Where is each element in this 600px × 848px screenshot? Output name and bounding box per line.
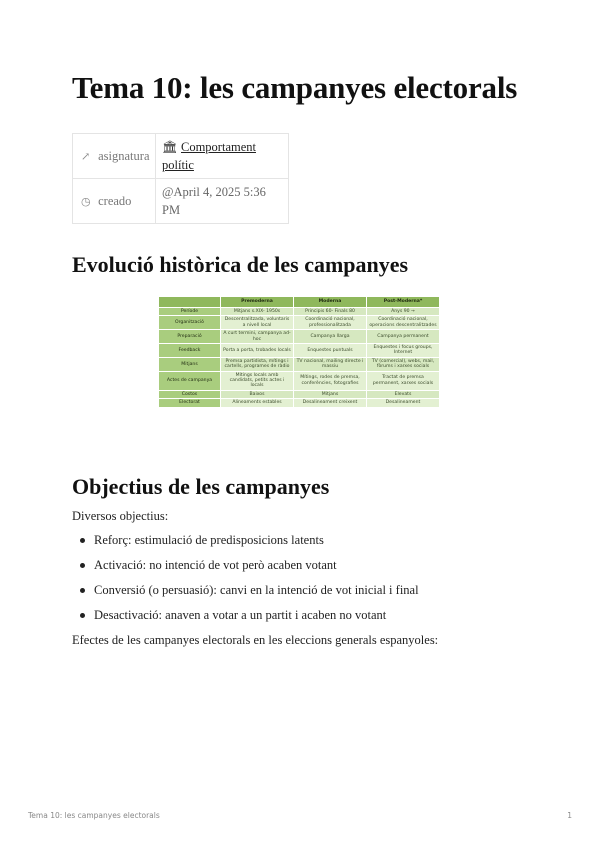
table-cell: Mitjans [294, 390, 367, 398]
list-item [72, 582, 419, 607]
table-cell: Desalineament [367, 399, 440, 407]
row-label-cell: Feedback [159, 344, 221, 358]
table-cell: Mítings locals amb candidats, petits actes i locals [221, 371, 294, 390]
table-row [159, 316, 440, 330]
bullet-icon [80, 538, 85, 543]
table-cell: Porta a porta, trobades locals [221, 344, 294, 358]
section-heading-objectius: Objectius de les campanyes [72, 474, 330, 499]
table-row [159, 371, 440, 390]
table-cell: Descentralitzada, voluntaris a nivell local [221, 316, 294, 330]
table-cell: Alineaments estables [221, 399, 294, 407]
page-title: Tema 10: les campanyes electorals [72, 70, 518, 105]
page-number: 1 [567, 811, 572, 820]
table-row [159, 390, 440, 398]
property-row-asignatura [73, 134, 289, 179]
table-cell: Baixos [221, 390, 294, 398]
list-item [72, 557, 419, 582]
table-cell: Tractat de premsa permanent, xarxes socials [367, 371, 440, 390]
row-label-cell: Organització [159, 316, 221, 330]
property-key-label: asignatura [98, 148, 150, 163]
table-cell: Coordinació nacional, professionalitzada [294, 316, 367, 330]
table-header-cell: Moderna [294, 297, 367, 308]
bullet-icon [80, 563, 85, 568]
property-key [73, 179, 156, 224]
list-item-text: Reforç: estimulació de predisposicions latents [94, 533, 324, 547]
list-item-text: Desactivació: anaven a votar a un partit i acaben no votant [94, 608, 387, 622]
table-cell: Elevats [367, 390, 440, 398]
property-row-creado [73, 179, 289, 224]
table-header-cell: Post-Moderna* [367, 297, 440, 308]
table-cell: Mitjans s.XIX- 1950s [221, 308, 294, 316]
row-label-cell: Mitjans [159, 357, 221, 371]
table-cell: Coordinació nacional, operacions descentralitzades [367, 316, 440, 330]
row-label-cell: Preparació [159, 330, 221, 344]
section-heading-evolucio: Evolució històrica de les campanyes [72, 252, 409, 277]
table-cell: Campanya llarga [294, 330, 367, 344]
properties-table [72, 133, 289, 224]
effects-paragraph: Efectes de les campanyes electorals en les eleccions generals espanyoles: [72, 633, 439, 647]
table-row [159, 357, 440, 371]
created-date: @April 4, 2025 5:36 PM [156, 179, 289, 224]
footer-title: Tema 10: les campanyes electorals [28, 811, 160, 820]
row-label-cell: Actes de campanya [159, 371, 221, 390]
clock-icon: ◷ [81, 195, 91, 208]
objectives-intro: Diversos objectius: [72, 509, 169, 523]
table-cell: Mítings, rodes de premsa, conferències, fotografies [294, 371, 367, 390]
subject-link[interactable]: Comportament polític [162, 140, 256, 172]
table-cell: Premsa partidista, mítings i cartells, programes de ràdio [221, 357, 294, 371]
table-header-cell: Premoderna [221, 297, 294, 308]
row-label-cell: Costos [159, 390, 221, 398]
table-cell: Campanya permanent [367, 330, 440, 344]
bullet-icon [80, 588, 85, 593]
table-cell: Principis 60- Finals 80 [294, 308, 367, 316]
table-cell: Anys 90 → [367, 308, 440, 316]
list-item [72, 532, 419, 557]
bullet-icon [80, 613, 85, 618]
table-row [159, 344, 440, 358]
objectives-list [72, 532, 419, 632]
table-row [159, 330, 440, 344]
campaign-evolution-table [158, 296, 440, 408]
table-header-cell [159, 297, 221, 308]
list-item-text: Conversió (o persuasió): canvi en la intenció de vot inicial i final [94, 583, 419, 597]
row-label-cell: Període [159, 308, 221, 316]
table-row [159, 308, 440, 316]
table-cell: Desalineament creixent [294, 399, 367, 407]
property-key-label: creado [98, 193, 132, 208]
row-label-cell: Electorat [159, 399, 221, 407]
page-footer [28, 811, 572, 820]
table-row [159, 399, 440, 407]
table-cell: Enquestes i focus groups, Internet [367, 344, 440, 358]
property-value[interactable] [156, 134, 289, 179]
table-cell: TV nacional, mailing directe i massiu [294, 357, 367, 371]
list-item-text: Activació: no intenció de vot però acaben votant [94, 558, 337, 572]
table-cell: A curt termini, campanya ad-hoc [221, 330, 294, 344]
property-key [73, 134, 156, 179]
table-cell: Enquestes puntuals [294, 344, 367, 358]
list-item [72, 607, 419, 632]
building-icon: 🏛 [162, 140, 178, 154]
table-cell: TV (comercial), webs, mail, fòrums i xarxes socials [367, 357, 440, 371]
arrow-up-right-icon: ↗ [81, 150, 91, 163]
